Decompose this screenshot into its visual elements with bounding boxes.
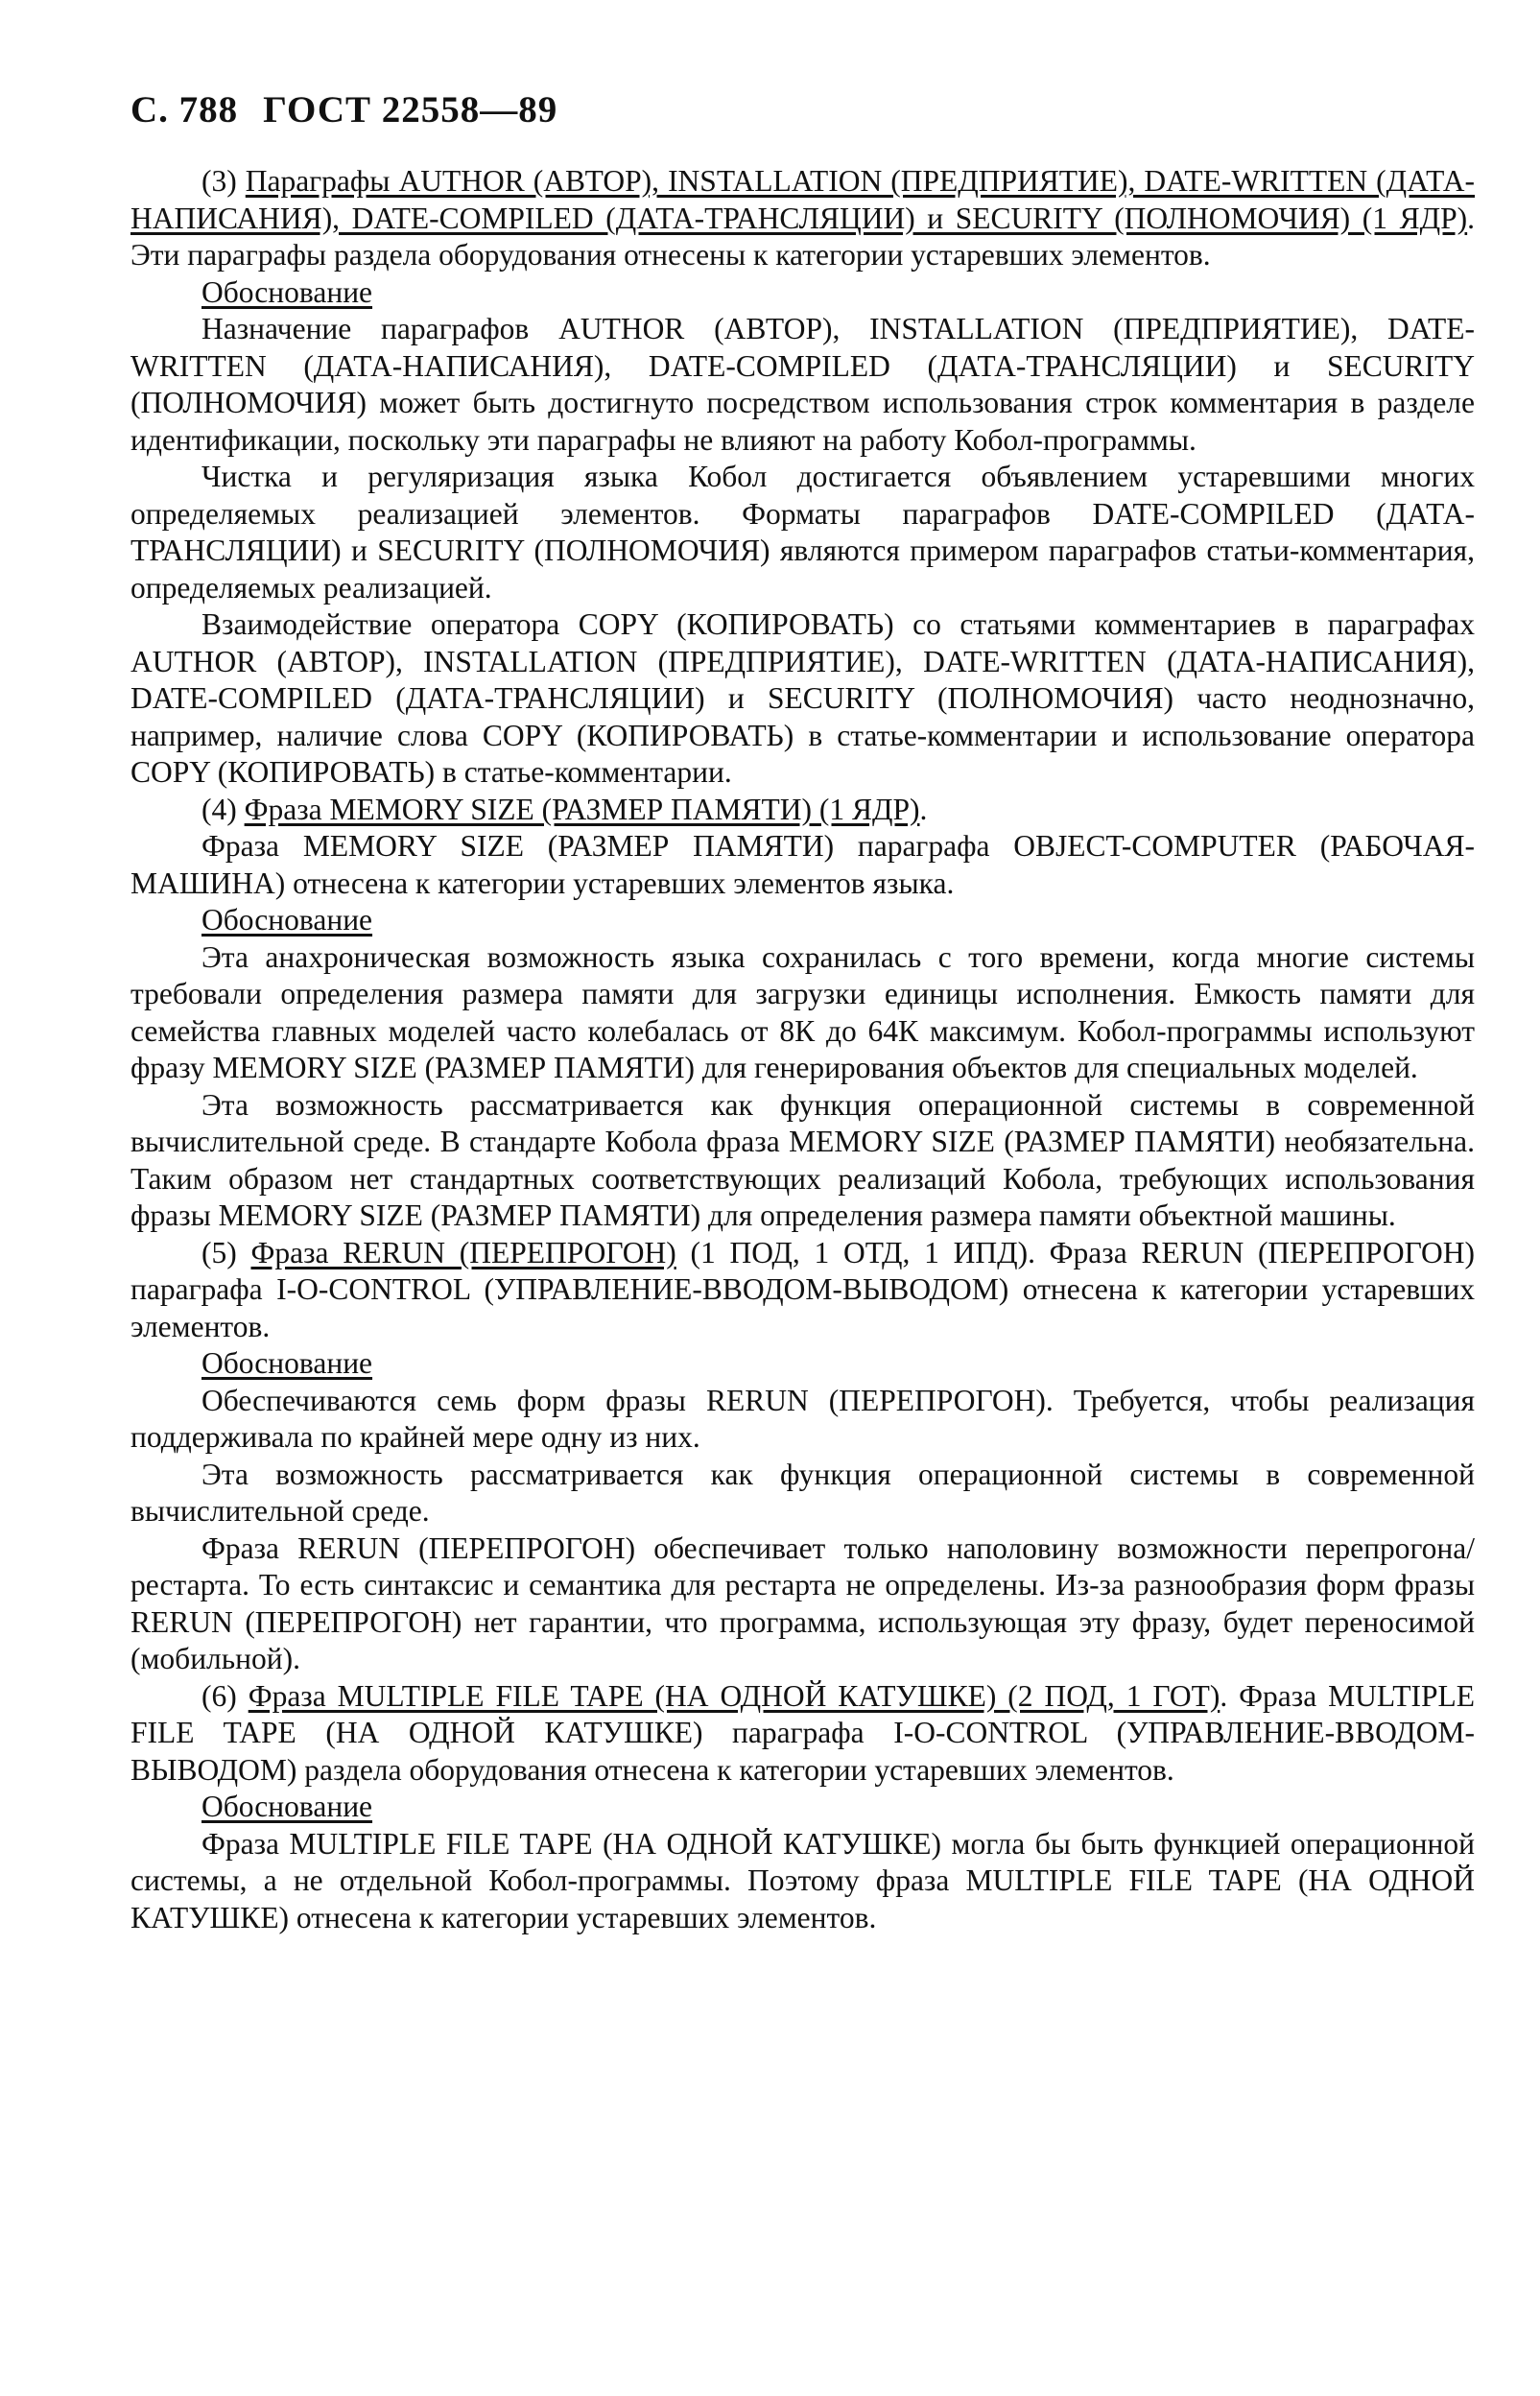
rationale-heading-2 [130, 902, 1475, 939]
rationale-1c [130, 606, 1475, 792]
para-4-title-text: Фраза MEMORY SIZE (РАЗМЕР ПАМЯТИ) (1 ЯДР) [244, 792, 920, 826]
rationale-heading-3-text: Обоснование [201, 1346, 373, 1380]
rationale-2b-text: Эта возможность рассматривается как функция операционной системы в современной вычислительной среде. В стандарте Кобола фраза MEMORY SIZE (РАЗМЕР ПАМЯТИ) необязательна. Таким образом нет стандартных соответствующих реализаций Кобола, требующих использования фразы MEMORY SIZE (РАЗМЕР ПАМЯТИ) для определения размера памяти объектной машины. [130, 1087, 1475, 1232]
document-body [130, 163, 1475, 1936]
para-4-title [130, 792, 1475, 829]
page-header [130, 88, 557, 131]
rationale-3c-text: Фраза RERUN (ПЕРЕПРОГОН) обеспечивает только наполовину возможности перепрогона/рестарта. То есть синтаксис и семантика для рестарта не определены. Из-за разнообразия форм фразы RERUN (ПЕРЕПРОГОН) нет гарантии, что программа, использующая эту фразу, будет переносимой (мобильной). [130, 1530, 1475, 1675]
rationale-3a [130, 1383, 1475, 1457]
para-6-title-text: . Фраза MULTIPLE FILE TAPE (НА ОДНОЙ КАТУШКЕ) параграфа I-O-CONTROL (УПРАВЛЕНИЕ-ВВОДОМ-ВЫВОДОМ) раздела оборудования отнесена к категории устаревших элементов. [130, 1678, 1475, 1787]
rationale-heading-2-text: Обоснование [201, 903, 373, 937]
rationale-heading-3 [130, 1345, 1475, 1383]
para-6-title [130, 1678, 1475, 1790]
para-3-title-text: . Эти параграфы раздела оборудования отнесены к категории устаревших элементов. [130, 201, 1475, 272]
para-5-title-text: (1 ПОД, 1 ОТД, 1 ИПД). Фраза RERUN (ПЕРЕПРОГОН) параграфа I-O-CONTROL (УПРАВЛЕНИЕ-ВВОДОМ-ВЫВОДОМ) отнесена к категории устаревших элементов. [130, 1235, 1475, 1343]
rationale-1a [130, 311, 1475, 459]
para-5-title-text: Фраза RERUN (ПЕРЕПРОГОН) [250, 1235, 676, 1269]
para-3-title-text: (3) [201, 164, 246, 198]
para-4-text [130, 828, 1475, 902]
rationale-2a [130, 939, 1475, 1087]
rationale-2a-text: Эта анахроническая возможность языка сохранилась с того времени, когда многие системы требовали определения размера памяти для загрузки единицы исполнения. Емкость памяти для семейства главных моделей часто колебалась от 8К до 64К максимум. Кобол-программы используют фразу MEMORY SIZE (РАЗМЕР ПАМЯТИ) для генерирования объектов для специальных моделей. [130, 939, 1475, 1084]
para-6-title-text: Фраза MULTIPLE FILE TAPE (НА ОДНОЙ КАТУШКЕ) (2 ПОД, 1 ГОТ) [248, 1678, 1220, 1713]
rationale-heading-4 [130, 1789, 1475, 1826]
rationale-1b-text: Чистка и регуляризация языка Кобол достигается объявлением устаревшими многих определяемых реализацией элементов. Форматы параграфов DATE-COMPILED (ДАТА-ТРАНСЛЯЦИИ) и SECURITY (ПОЛНОМОЧИЯ) являются примером параграфов статьи-комментария, определяемых реализацией. [130, 460, 1475, 605]
rationale-3b-text: Эта возможность рассматривается как функция операционной системы в современной вычислительной среде. [130, 1457, 1475, 1528]
para-4-title-text: . [919, 792, 928, 826]
rationale-1c-text: Взаимодействие оператора COPY (КОПИРОВАТЬ) со статьями комментариев в параграфах AUTHOR (АВТОР), INSTALLATION (ПРЕДПРИЯТИЕ), DATE-WRITTEN (ДАТА-НАПИСАНИЯ), DATE-COMPILED (ДАТА-ТРАНСЛЯЦИИ) и SECURITY (ПОЛНОМОЧИЯ) часто неоднозначно, например, наличие слова COPY (КОПИРОВАТЬ) в статье-комментарии и использование оператора COPY (КОПИРОВАТЬ) в статье-комментарии. [130, 607, 1475, 789]
rationale-3b [130, 1457, 1475, 1530]
rationale-4a-text: Фраза MULTIPLE FILE TAPE (НА ОДНОЙ КАТУШКЕ) могла бы быть функцией операционной системы, а не отдельной Кобол-программы. Поэтому фраза MULTIPLE FILE TAPE (НА ОДНОЙ КАТУШКЕ) отнесена к категории устаревших элементов. [130, 1826, 1475, 1934]
para-3-title [130, 163, 1475, 274]
standard-title: ГОСТ 22558—89 [263, 89, 558, 130]
rationale-heading-1 [130, 274, 1475, 312]
page-number: С. 788 [130, 89, 239, 130]
para-5-title-text: (5) [201, 1235, 251, 1269]
rationale-3a-text: Обеспечиваются семь форм фразы RERUN (ПЕРЕПРОГОН). Требуется, чтобы реализация поддерживала по крайней мере одну из них. [130, 1383, 1475, 1454]
para-4-text-text: Фраза MEMORY SIZE (РАЗМЕР ПАМЯТИ) параграфа OBJECT-COMPUTER (РАБОЧАЯ-МАШИНА) отнесена к категории устаревших элементов языка. [130, 829, 1475, 900]
para-6-title-text: (6) [201, 1678, 249, 1713]
para-5-title [130, 1235, 1475, 1346]
rationale-1a-text: Назначение параграфов AUTHOR (АВТОР), INSTALLATION (ПРЕДПРИЯТИЕ), DATE-WRITTEN (ДАТА-НАПИСАНИЯ), DATE-COMPILED (ДАТА-ТРАНСЛЯЦИИ) и SECURITY (ПОЛНОМОЧИЯ) может быть достигнуто посредством использования строк комментария в разделе идентификации, поскольку эти параграфы не влияют на работу Кобол-программы. [130, 312, 1475, 457]
rationale-3c [130, 1530, 1475, 1678]
rationale-heading-4-text: Обоснование [201, 1790, 373, 1823]
rationale-heading-1-text: Обоснование [201, 274, 373, 309]
rationale-1b [130, 459, 1475, 606]
rationale-4a [130, 1826, 1475, 1937]
para-4-title-text: (4) [201, 792, 245, 826]
rationale-2b [130, 1087, 1475, 1235]
para-3-title-text: Параграфы AUTHOR (АВТОР), INSTALLATION (ПРЕДПРИЯТИЕ), DATE-WRITTEN (ДАТА-НАПИСАНИЯ), DATE-COMPILED (ДАТА-ТРАНСЛЯЦИИ) и SECURITY (ПОЛНОМОЧИЯ) (1 ЯДР) [130, 164, 1475, 235]
